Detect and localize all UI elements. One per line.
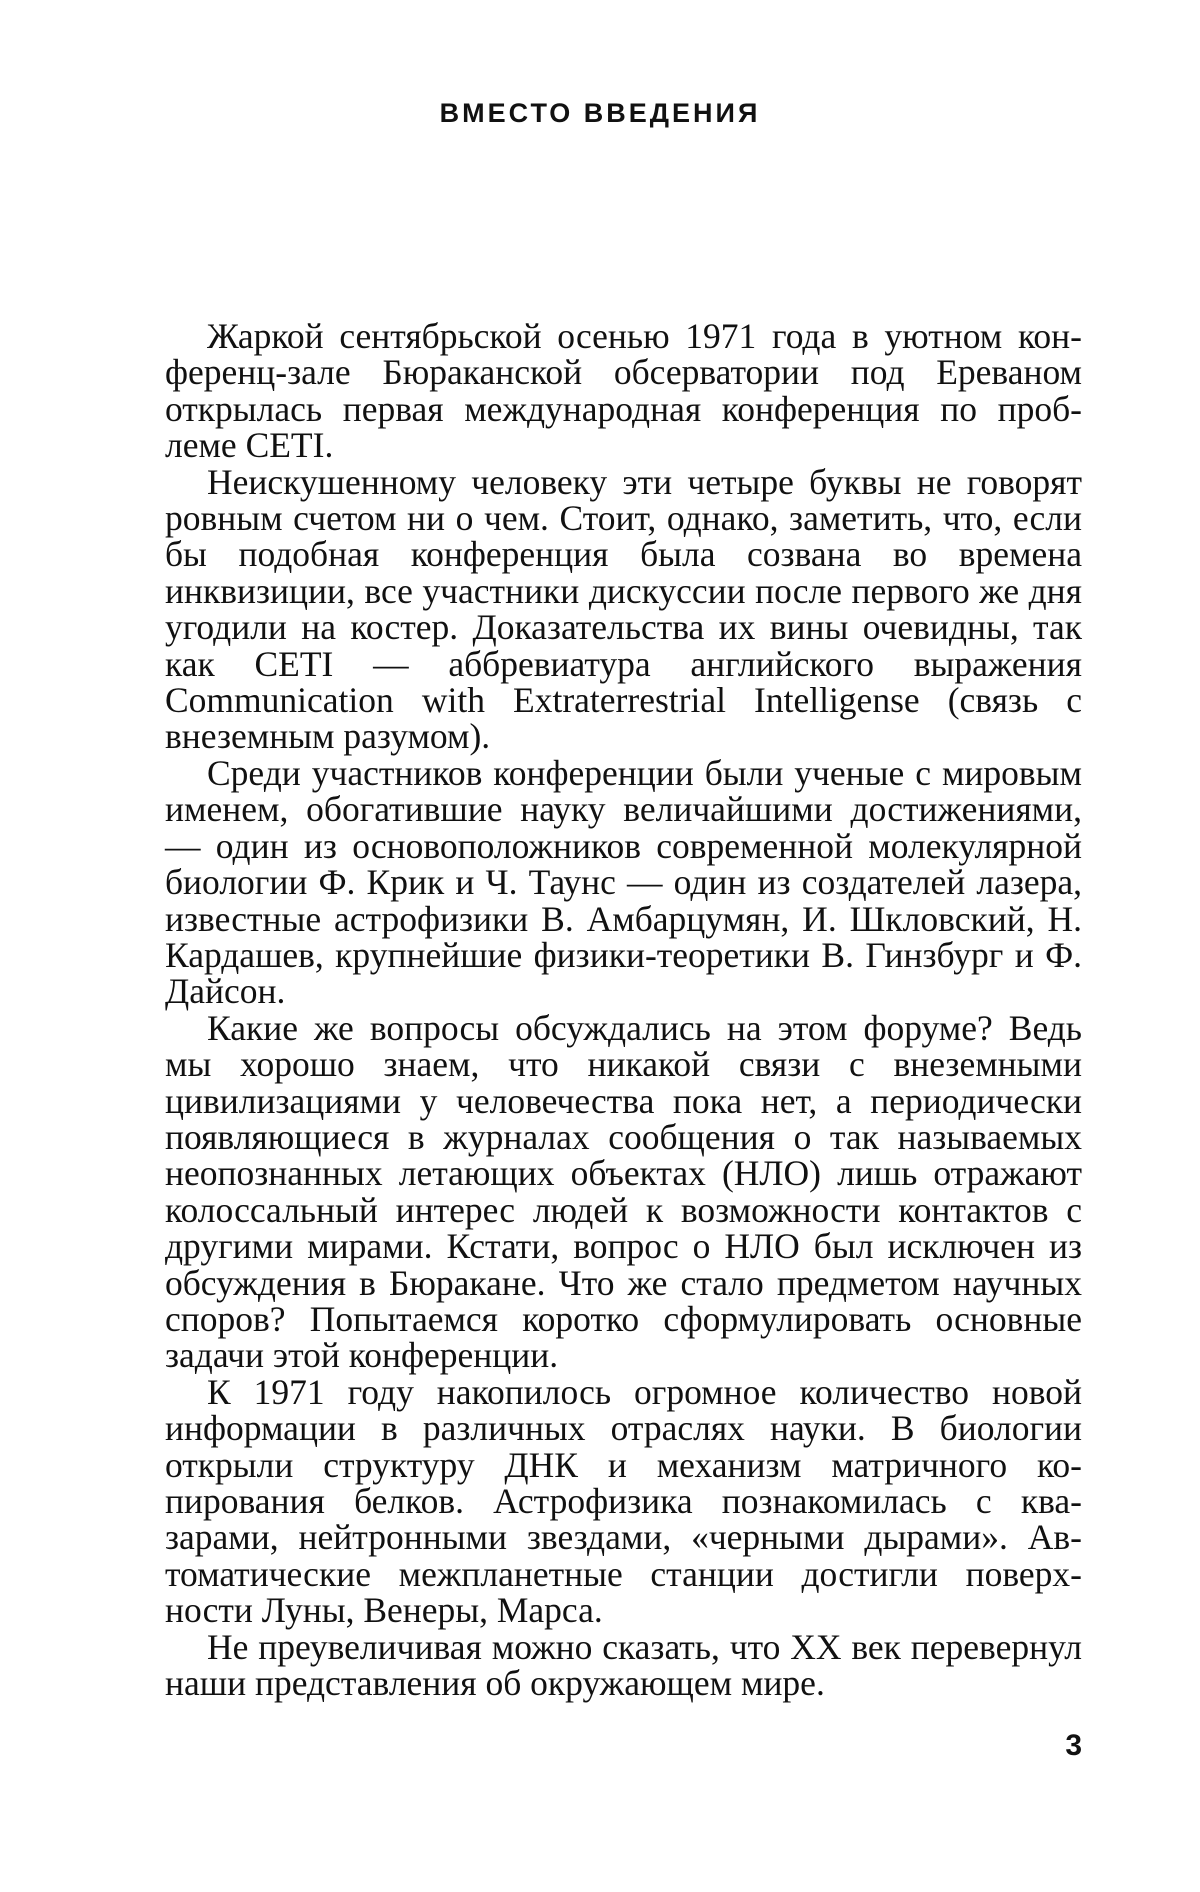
paragraph: Среди участников конференции были ученые с мировым именем, обогатившие науку величайшими достижениями, — один из основоположников современной молекулярной биологии Ф. Крик и Ч. Таунс — один из создателей лазера, известные астрофизики В. Амбарцумян, И. Шкловский, Н. Кардашев, крупнейшие физики-теоретики В. Гинзбург и Ф. Дайсон. — [165, 752, 1082, 1012]
chapter-heading: ВМЕСТО ВВЕДЕНИЯ — [439, 98, 761, 128]
paragraph: Жаркой сентябрьской осенью 1971 года в уютном конференц-зале Бюраканской обсерватории под Ереваном открылась первая международная конференция по проблеме CETI. — [165, 316, 1082, 466]
paragraph: Какие же вопросы обсуждались на этом форуме? Ведь мы хорошо знаем, что никакой связи с внеземными цивилизациями у человечества пока нет, а периодически появляющиеся в журналах сообщения о так называемых неопознанных летающих объектах (НЛО) лишь отражают колоссальный интерес людей к возможности контактов с другими мирами. Кстати, вопрос о НЛО был исключен из обсуждения в Бюракане. Что же стало предметом научных споров? Попытаемся коротко сформулировать основные задачи этой конференции. — [165, 1007, 1082, 1376]
body-text — [165, 316, 1082, 1704]
paragraph: Не преувеличивая можно сказать, что XX век перевернул наши представления об окружающем мире. — [165, 1626, 1082, 1704]
page-number: 3 — [1065, 1729, 1082, 1762]
paragraph: Неискушенному человеку эти четыре буквы не говорят ровным счетом ни о чем. Стоит, однако, заметить, что, если бы подобная конференция была созвана во времена инквизиции, все участники дискуссии после первого же дня угодили на костер. Доказательства их вины очевидны, так как CETI — аббревиатура английского выражения Communication with Extraterrestrial Intelligense (связь с внеземным разумом). — [165, 461, 1082, 757]
paragraph: К 1971 году накопилось огромное количество новой информации в различных отраслях науки. В биологии открыли структуру ДНК и механизм матричного копирования белков. Астрофизика познакомилась с квазарами, нейтронными звездами, «черными дырами». Автоматические межпланетные станции достигли поверхности Луны, Венеры, Марса. — [165, 1371, 1082, 1631]
